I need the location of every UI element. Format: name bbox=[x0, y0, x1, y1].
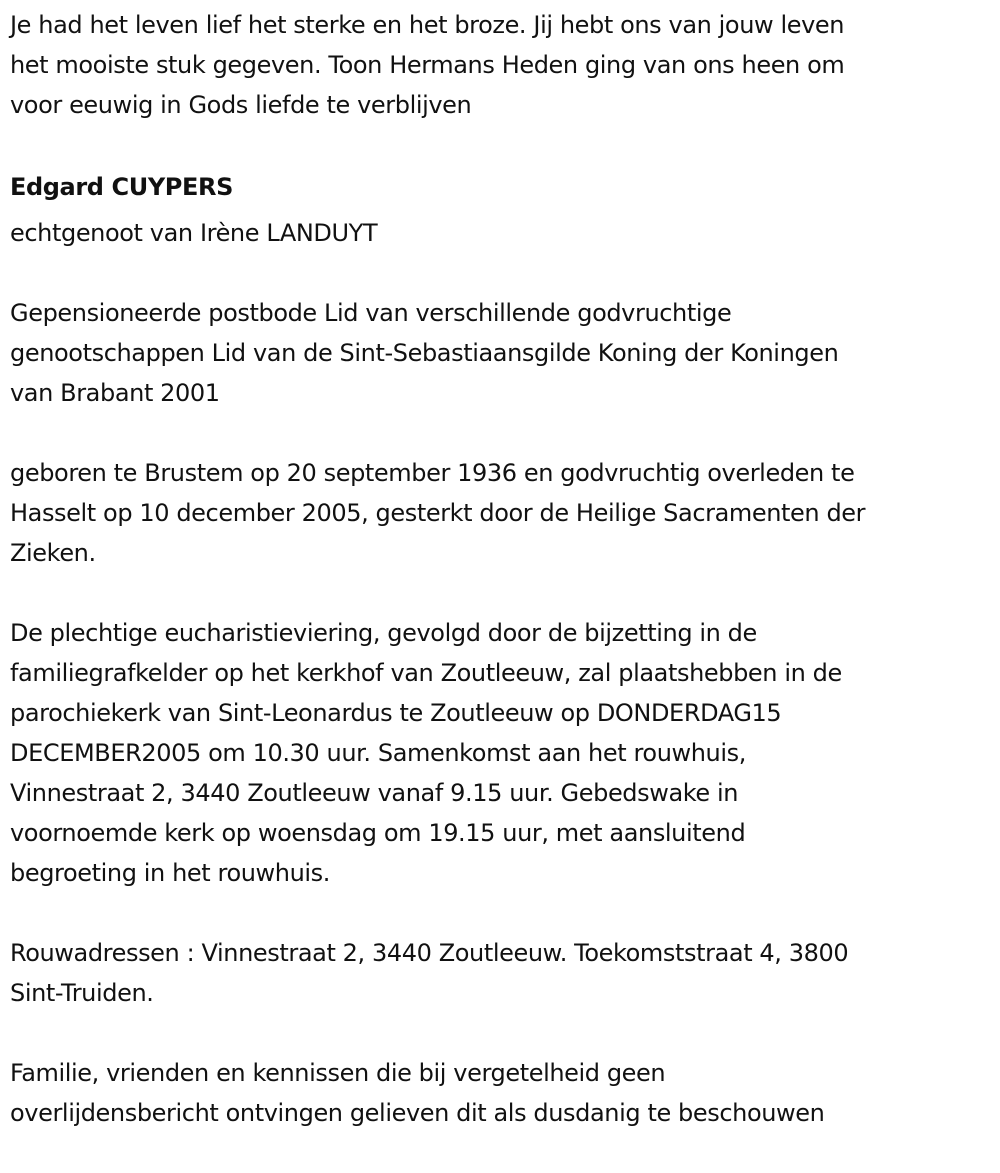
text-line: geboren te Brustem op 20 september 1936 en godvruchtig overleden te bbox=[10, 459, 855, 487]
text-line: familiegrafkelder op het kerkhof van Zoutleeuw, zal plaatshebben in de bbox=[10, 659, 842, 687]
text-line: Zieken. bbox=[10, 539, 96, 567]
text-line: het mooiste stuk gegeven. Toon Hermans Heden ging van ons heen om bbox=[10, 51, 845, 79]
spouse-line: echtgenoot van Irène LANDUYT bbox=[10, 219, 378, 247]
text-line: Familie, vrienden en kennissen die bij vergetelheid geen bbox=[10, 1059, 666, 1087]
intro-paragraph bbox=[10, 5, 865, 125]
text-line: van Brabant 2001 bbox=[10, 379, 220, 407]
text-line: parochiekerk van Sint-Leonardus te Zoutleeuw op DONDERDAG15 bbox=[10, 699, 782, 727]
text-line: Je had het leven lief het sterke en het broze. Jij hebt ons van jouw leven bbox=[10, 11, 845, 39]
ceremony-paragraph bbox=[10, 613, 865, 893]
birth-death-paragraph bbox=[10, 453, 865, 573]
text-line: voornoemde kerk op woensdag om 19.15 uur, met aansluitend bbox=[10, 819, 746, 847]
deceased-name: Edgard CUYPERS bbox=[10, 173, 233, 201]
obituary-document bbox=[10, 5, 865, 1173]
text-line: overlijdensbericht ontvingen gelieven dit als dusdanig te beschouwen bbox=[10, 1099, 825, 1127]
text-line: Rouwadressen : Vinnestraat 2, 3440 Zoutleeuw. Toekomststraat 4, 3800 bbox=[10, 939, 849, 967]
name-block bbox=[10, 165, 865, 253]
text-line: Hasselt op 10 december 2005, gesterkt door de Heilige Sacramenten der bbox=[10, 499, 866, 527]
text-line: Vinnestraat 2, 3440 Zoutleeuw vanaf 9.15 uur. Gebedswake in bbox=[10, 779, 739, 807]
text-line: Gepensioneerde postbode Lid van verschillende godvruchtige bbox=[10, 299, 732, 327]
text-line: begroeting in het rouwhuis. bbox=[10, 859, 330, 887]
occupation-paragraph bbox=[10, 293, 865, 413]
text-line: Sint-Truiden. bbox=[10, 979, 154, 1007]
addresses-paragraph bbox=[10, 933, 865, 1013]
text-line: De plechtige eucharistieviering, gevolgd door de bijzetting in de bbox=[10, 619, 757, 647]
closing-paragraph bbox=[10, 1053, 865, 1133]
text-line: genootschappen Lid van de Sint-Sebastiaansgilde Koning der Koningen bbox=[10, 339, 839, 367]
text-line: voor eeuwig in Gods liefde te verblijven bbox=[10, 91, 472, 119]
text-line: DECEMBER2005 om 10.30 uur. Samenkomst aan het rouwhuis, bbox=[10, 739, 746, 767]
